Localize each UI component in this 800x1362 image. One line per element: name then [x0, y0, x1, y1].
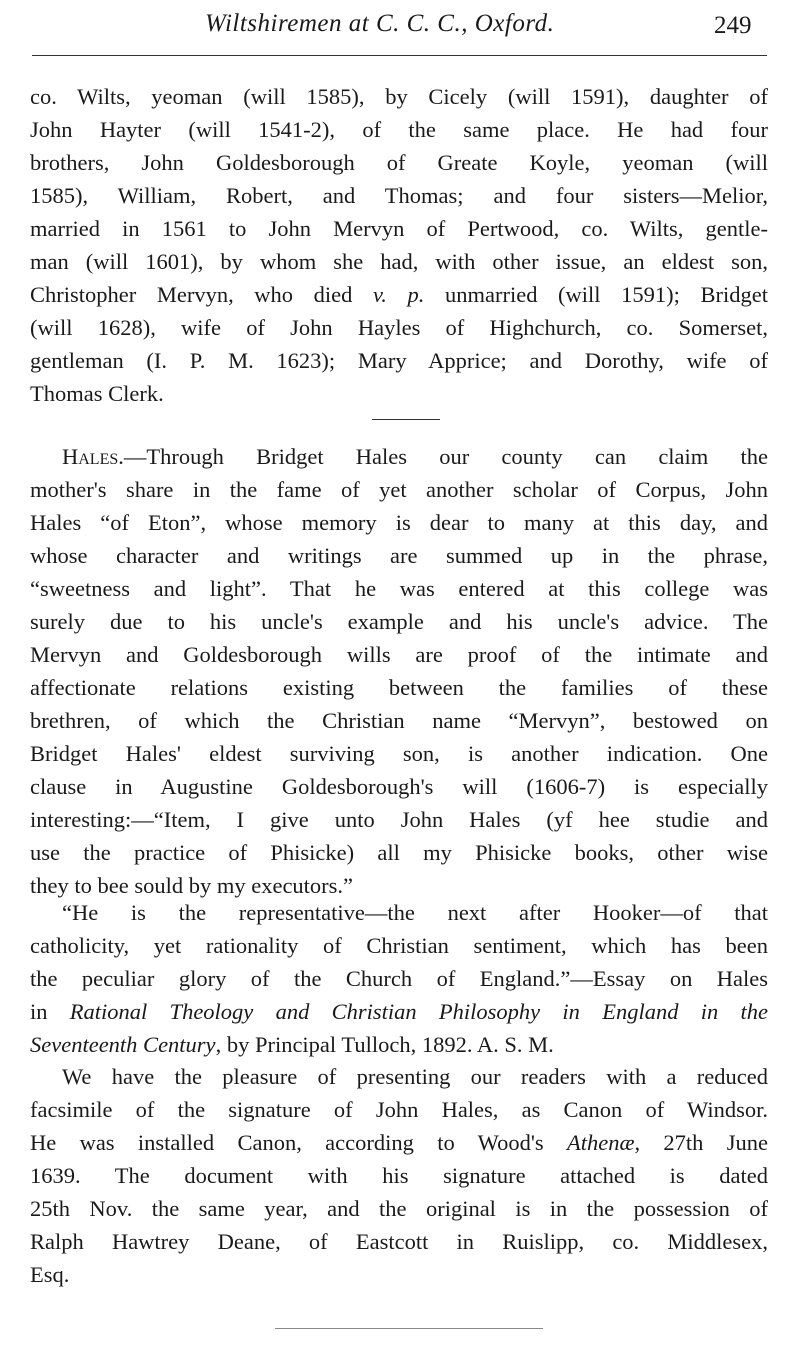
text-segment: Esq.	[30, 1262, 70, 1287]
text-segment: surely due to his uncle's example and his uncle's advice. The	[30, 609, 768, 634]
text-line	[30, 805, 768, 835]
text-line	[30, 181, 768, 211]
text-segment: facsimile of the signature of John Hales, as Canon of Windsor.	[30, 1097, 768, 1122]
text-segment: affectionate relations existing between the families of these	[30, 675, 768, 700]
text-segment: “sweetness and light”. That he was entered at this college was	[30, 576, 768, 601]
text-line	[30, 871, 768, 901]
text-segment: 1585), William, Robert, and Thomas; and four sisters—Melior,	[30, 183, 768, 208]
italic-text: v. p.	[372, 282, 425, 307]
text-line	[30, 640, 768, 670]
text-line	[30, 1227, 768, 1257]
text-segment: 25th Nov. the same year, and the original is in the possession of	[30, 1196, 768, 1221]
text-line	[62, 1062, 768, 1092]
text-segment: John Hayter (will 1541-2), of the same place. He had four	[30, 117, 768, 142]
text-line	[30, 475, 768, 505]
text-line	[30, 1095, 768, 1125]
text-segment: the peculiar glory of the Church of England.”—Essay on Hales	[30, 966, 768, 991]
text-segment: Mervyn and Goldesborough wills are proof of the intimate and	[30, 642, 768, 667]
text-line	[30, 964, 768, 994]
text-line	[30, 931, 768, 961]
text-line	[30, 214, 768, 244]
text-segment: We have the pleasure of presenting our readers with a reduced	[62, 1064, 768, 1089]
text-segment: , 27th June	[634, 1130, 769, 1155]
text-line	[30, 346, 768, 376]
small-caps-heading: Hales.	[62, 444, 124, 469]
text-line	[30, 1161, 768, 1191]
text-segment: unmarried (will 1591); Bridget	[424, 282, 768, 307]
text-line	[30, 280, 768, 310]
italic-text: Seventeenth Century	[30, 1032, 216, 1057]
text-segment: Christopher Mervyn, who died	[30, 282, 373, 307]
text-line	[30, 997, 768, 1027]
text-segment: Hales “of Eton”, whose memory is dear to many at this day, and	[30, 510, 768, 535]
text-segment: interesting:—“Item, I give unto John Hales (yf hee studie and	[30, 807, 768, 832]
end-divider	[275, 1328, 543, 1329]
running-title: Wiltshiremen at C. C. C., Oxford.	[205, 10, 555, 37]
text-line	[30, 82, 768, 112]
text-segment: 1639. The document with his signature attached is dated	[30, 1163, 768, 1188]
text-line	[30, 541, 768, 571]
text-line	[30, 673, 768, 703]
text-segment: brethren, of which the Christian name “Mervyn”, bestowed on	[30, 708, 768, 733]
text-line	[30, 1194, 768, 1224]
text-line	[30, 1260, 768, 1290]
text-segment: Thomas Clerk.	[30, 381, 164, 406]
text-segment: brothers, John Goldesborough of Greate Koyle, yeoman (will	[30, 150, 768, 175]
italic-text: Rational Theology and Christian Philosophy in England in the	[69, 999, 768, 1024]
text-line	[30, 706, 768, 736]
text-segment: , by Principal Tulloch, 1892. A. S. M.	[215, 1032, 554, 1057]
italic-text: Athenæ	[566, 1130, 635, 1155]
text-segment: Bridget Hales' eldest surviving son, is another indication. One	[30, 741, 768, 766]
text-line	[30, 772, 768, 802]
text-segment: they to bee sould by my executors.”	[30, 873, 354, 898]
text-line	[30, 313, 768, 343]
text-line	[30, 739, 768, 769]
text-segment: whose character and writings are summed up in the phrase,	[30, 543, 768, 568]
page-number: 249	[714, 12, 752, 39]
text-segment: “He is the representative—the next after Hooker—of that	[62, 900, 768, 925]
text-segment: man (will 1601), by whom she had, with other issue, an eldest son,	[30, 249, 768, 274]
text-line	[30, 838, 768, 868]
text-line	[62, 442, 768, 472]
text-segment: in	[30, 999, 70, 1024]
text-line	[30, 148, 768, 178]
text-segment: —Through Bridget Hales our county can claim the	[123, 444, 768, 469]
text-segment: married in 1561 to John Mervyn of Pertwood, co. Wilts, gentle-	[30, 216, 768, 241]
running-header	[0, 10, 800, 50]
text-line	[30, 1128, 768, 1158]
text-line	[30, 574, 768, 604]
header-rule	[32, 55, 767, 56]
text-segment: Ralph Hawtrey Deane, of Eastcott in Ruislipp, co. Middlesex,	[30, 1229, 768, 1254]
text-segment: catholicity, yet rationality of Christian sentiment, which has been	[30, 933, 768, 958]
text-segment: gentleman (I. P. M. 1623); Mary Apprice; and Dorothy, wife of	[30, 348, 768, 373]
text-line	[30, 607, 768, 637]
text-line	[62, 898, 768, 928]
text-line	[30, 115, 768, 145]
text-segment: mother's share in the fame of yet another scholar of Corpus, John	[30, 477, 768, 502]
text-segment: He was installed Canon, according to Wood's	[30, 1130, 567, 1155]
text-line	[30, 508, 768, 538]
text-segment: use the practice of Phisicke) all my Phisicke books, other wise	[30, 840, 768, 865]
text-segment: (will 1628), wife of John Hayles of Highchurch, co. Somerset,	[30, 315, 768, 340]
text-line	[30, 1030, 768, 1060]
text-line	[30, 247, 768, 277]
text-segment: co. Wilts, yeoman (will 1585), by Cicely (will 1591), daughter of	[30, 84, 768, 109]
text-segment: clause in Augustine Goldesborough's will (1606-7) is especially	[30, 774, 768, 799]
text-line	[30, 379, 768, 409]
section-divider	[372, 419, 440, 420]
